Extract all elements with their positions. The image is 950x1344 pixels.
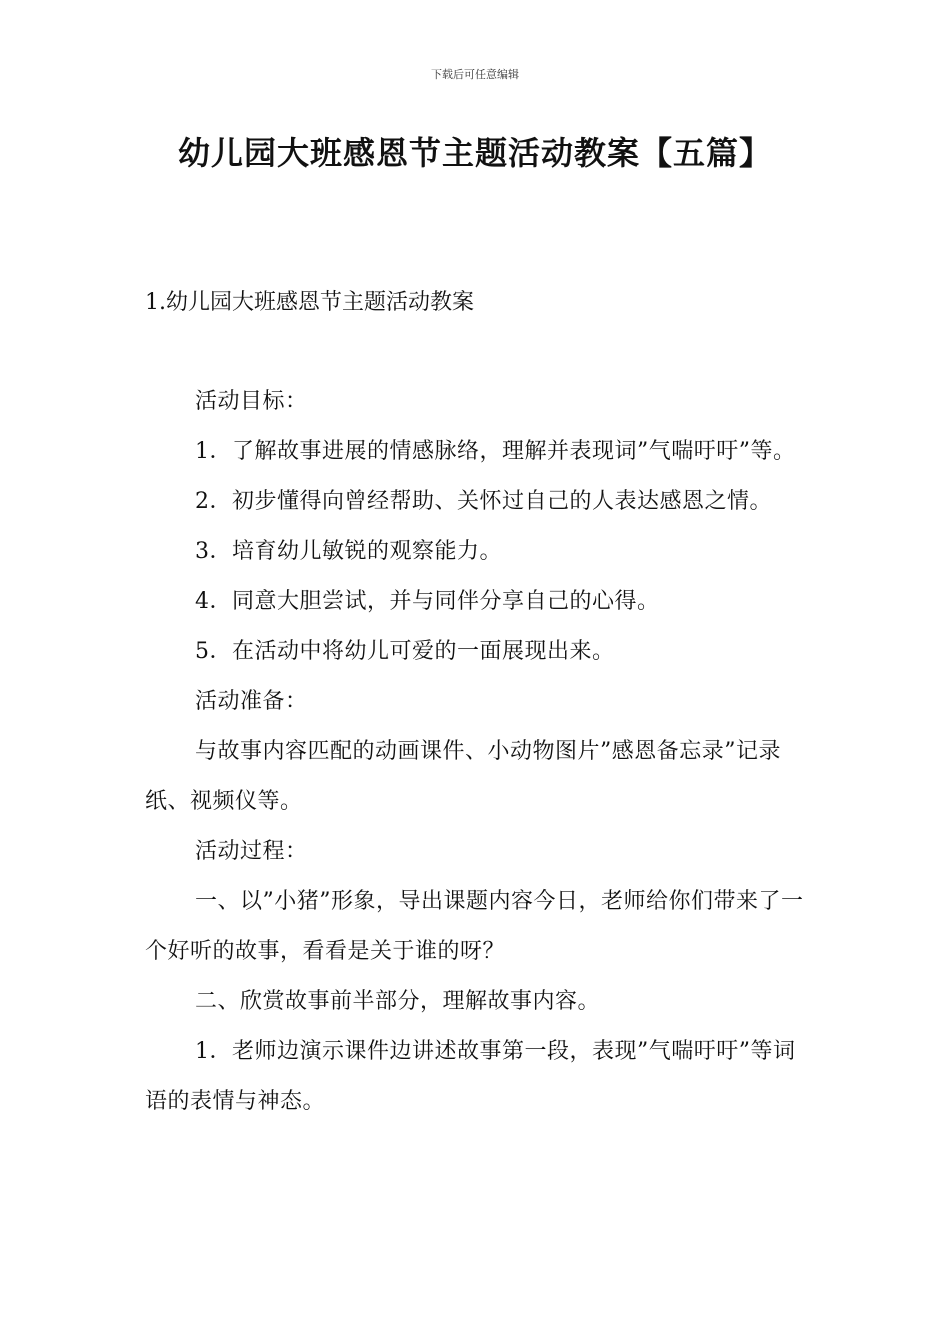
document-body [145, 377, 810, 1127]
section-heading: 1.幼儿园大班感恩节主题活动教案 [145, 290, 474, 315]
paragraph-step-2-1: 1．老师边演示课件边讲述故事第一段，表现”气喘吁吁”等词语的表情与神态。 [145, 1039, 796, 1114]
paragraph-goal-5: 5．在活动中将幼儿可爱的一面展现出来。 [195, 639, 615, 664]
paragraph-goal-1: 1．了解故事进展的情感脉络，理解并表现词”气喘吁吁”等。 [195, 439, 796, 464]
paragraph-step-2: 二、欣赏故事前半部分，理解故事内容。 [195, 989, 601, 1014]
paragraph-prep-content: 与故事内容匹配的动画课件、小动物图片”感恩备忘录”记录纸、视频仪等。 [145, 739, 781, 814]
paragraph-goal-2: 2．初步懂得向曾经帮助、关怀过自己的人表达感恩之情。 [195, 489, 772, 514]
paragraph-goal-4: 4．同意大胆尝试，并与同伴分享自己的心得。 [195, 589, 660, 614]
header-note: 下载后可任意编辑 [431, 68, 519, 81]
paragraph-goals-heading: 活动目标： [195, 389, 308, 414]
paragraph-goal-3: 3．培育幼儿敏锐的观察能力。 [195, 539, 502, 564]
paragraph-prep-heading: 活动准备： [195, 689, 308, 714]
paragraph-step-1: 一、以”小猪”形象，导出课题内容今日，老师给你们带来了一个好听的故事，看看是关于谁的呀？ [145, 889, 804, 964]
document-title: 幼儿园大班感恩节主题活动教案【五篇】 [177, 134, 772, 172]
paragraph-process-heading: 活动过程： [195, 839, 308, 864]
